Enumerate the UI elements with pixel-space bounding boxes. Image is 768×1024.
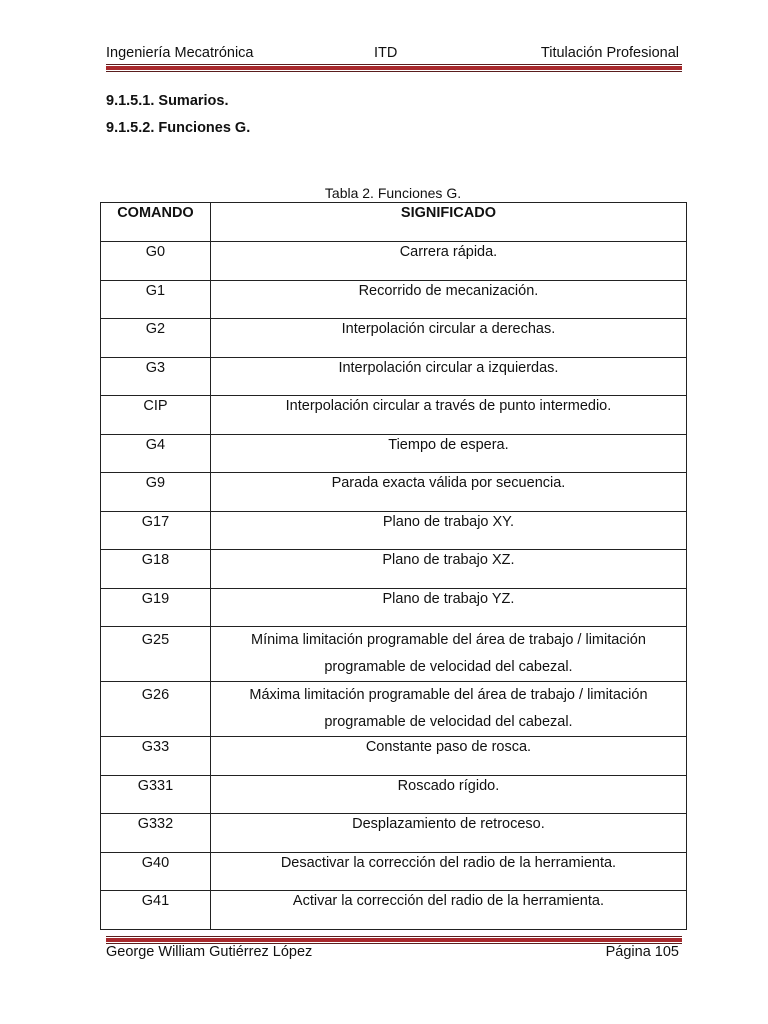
table-row — [101, 852, 687, 891]
footer-author: George William Gutiérrez López — [106, 944, 313, 960]
table-row — [101, 682, 687, 737]
header-center-text: ITD — [374, 45, 398, 61]
footer-page-number: Página 105 — [605, 944, 679, 960]
header-rule-bottom — [106, 71, 682, 72]
table-row — [101, 814, 687, 853]
command-cell: CIP — [101, 396, 211, 435]
table-header-row — [101, 203, 687, 242]
description-cell: Activar la corrección del radio de la herramienta. — [210, 891, 686, 930]
command-cell: G331 — [101, 775, 211, 814]
table-caption: Tabla 2. Funciones G. — [324, 185, 462, 201]
command-cell: G9 — [101, 473, 211, 512]
command-cell: G26 — [101, 682, 211, 737]
command-cell: G40 — [101, 852, 211, 891]
description-cell: Plano de trabajo YZ. — [210, 588, 686, 627]
description-cell: Carrera rápida. — [210, 242, 686, 281]
command-cell: G41 — [101, 891, 211, 930]
description-cell: Interpolación circular a izquierdas. — [210, 357, 686, 396]
header-rule-top — [106, 64, 682, 65]
column-header-comando: COMANDO — [101, 203, 211, 242]
header-rule-thick — [106, 66, 682, 70]
command-cell: G33 — [101, 737, 211, 776]
footer-rule-top — [106, 936, 682, 937]
table-row — [101, 511, 687, 550]
command-cell: G332 — [101, 814, 211, 853]
command-cell: G17 — [101, 511, 211, 550]
table-row — [101, 434, 687, 473]
command-cell: G1 — [101, 280, 211, 319]
description-cell: Roscado rígido. — [210, 775, 686, 814]
table-row — [101, 891, 687, 930]
page-footer — [106, 944, 682, 964]
table-row — [101, 357, 687, 396]
description-cell: Tiempo de espera. — [210, 434, 686, 473]
description-cell: Recorrido de mecanización. — [210, 280, 686, 319]
footer-rule-thick — [106, 938, 682, 942]
description-cell: Máxima limitación programable del área de trabajo / limitación programable de velocidad del cabezal. — [210, 682, 686, 737]
description-cell: Interpolación circular a través de punto intermedio. — [210, 396, 686, 435]
description-cell: Desactivar la corrección del radio de la herramienta. — [210, 852, 686, 891]
description-cell: Mínima limitación programable del área de trabajo / limitación programable de velocidad del cabezal. — [210, 627, 686, 682]
description-cell: Constante paso de rosca. — [210, 737, 686, 776]
column-header-significado: SIGNIFICADO — [210, 203, 686, 242]
header-left-text: Ingeniería Mecatrónica — [106, 45, 254, 61]
command-cell: G25 — [101, 627, 211, 682]
description-cell: Interpolación circular a derechas. — [210, 319, 686, 358]
section-heading-funciones-g: 9.1.5.2. Funciones G. — [106, 120, 251, 136]
section-heading-sumarios: 9.1.5.1. Sumarios. — [106, 93, 229, 109]
table-row — [101, 588, 687, 627]
table-row — [101, 550, 687, 589]
command-cell: G19 — [101, 588, 211, 627]
table-row — [101, 242, 687, 281]
command-cell: G4 — [101, 434, 211, 473]
description-cell: Plano de trabajo XZ. — [210, 550, 686, 589]
description-cell: Plano de trabajo XY. — [210, 511, 686, 550]
command-cell: G3 — [101, 357, 211, 396]
table-row — [101, 473, 687, 512]
page-header — [106, 45, 682, 65]
table-row — [101, 627, 687, 682]
command-cell: G18 — [101, 550, 211, 589]
table-row — [101, 737, 687, 776]
description-cell: Desplazamiento de retroceso. — [210, 814, 686, 853]
command-cell: G0 — [101, 242, 211, 281]
table-row — [101, 396, 687, 435]
table-row — [101, 775, 687, 814]
table-row — [101, 280, 687, 319]
command-cell: G2 — [101, 319, 211, 358]
g-functions-table — [100, 202, 687, 930]
header-right-text: Titulación Profesional — [540, 45, 679, 61]
description-cell: Parada exacta válida por secuencia. — [210, 473, 686, 512]
table-row — [101, 319, 687, 358]
